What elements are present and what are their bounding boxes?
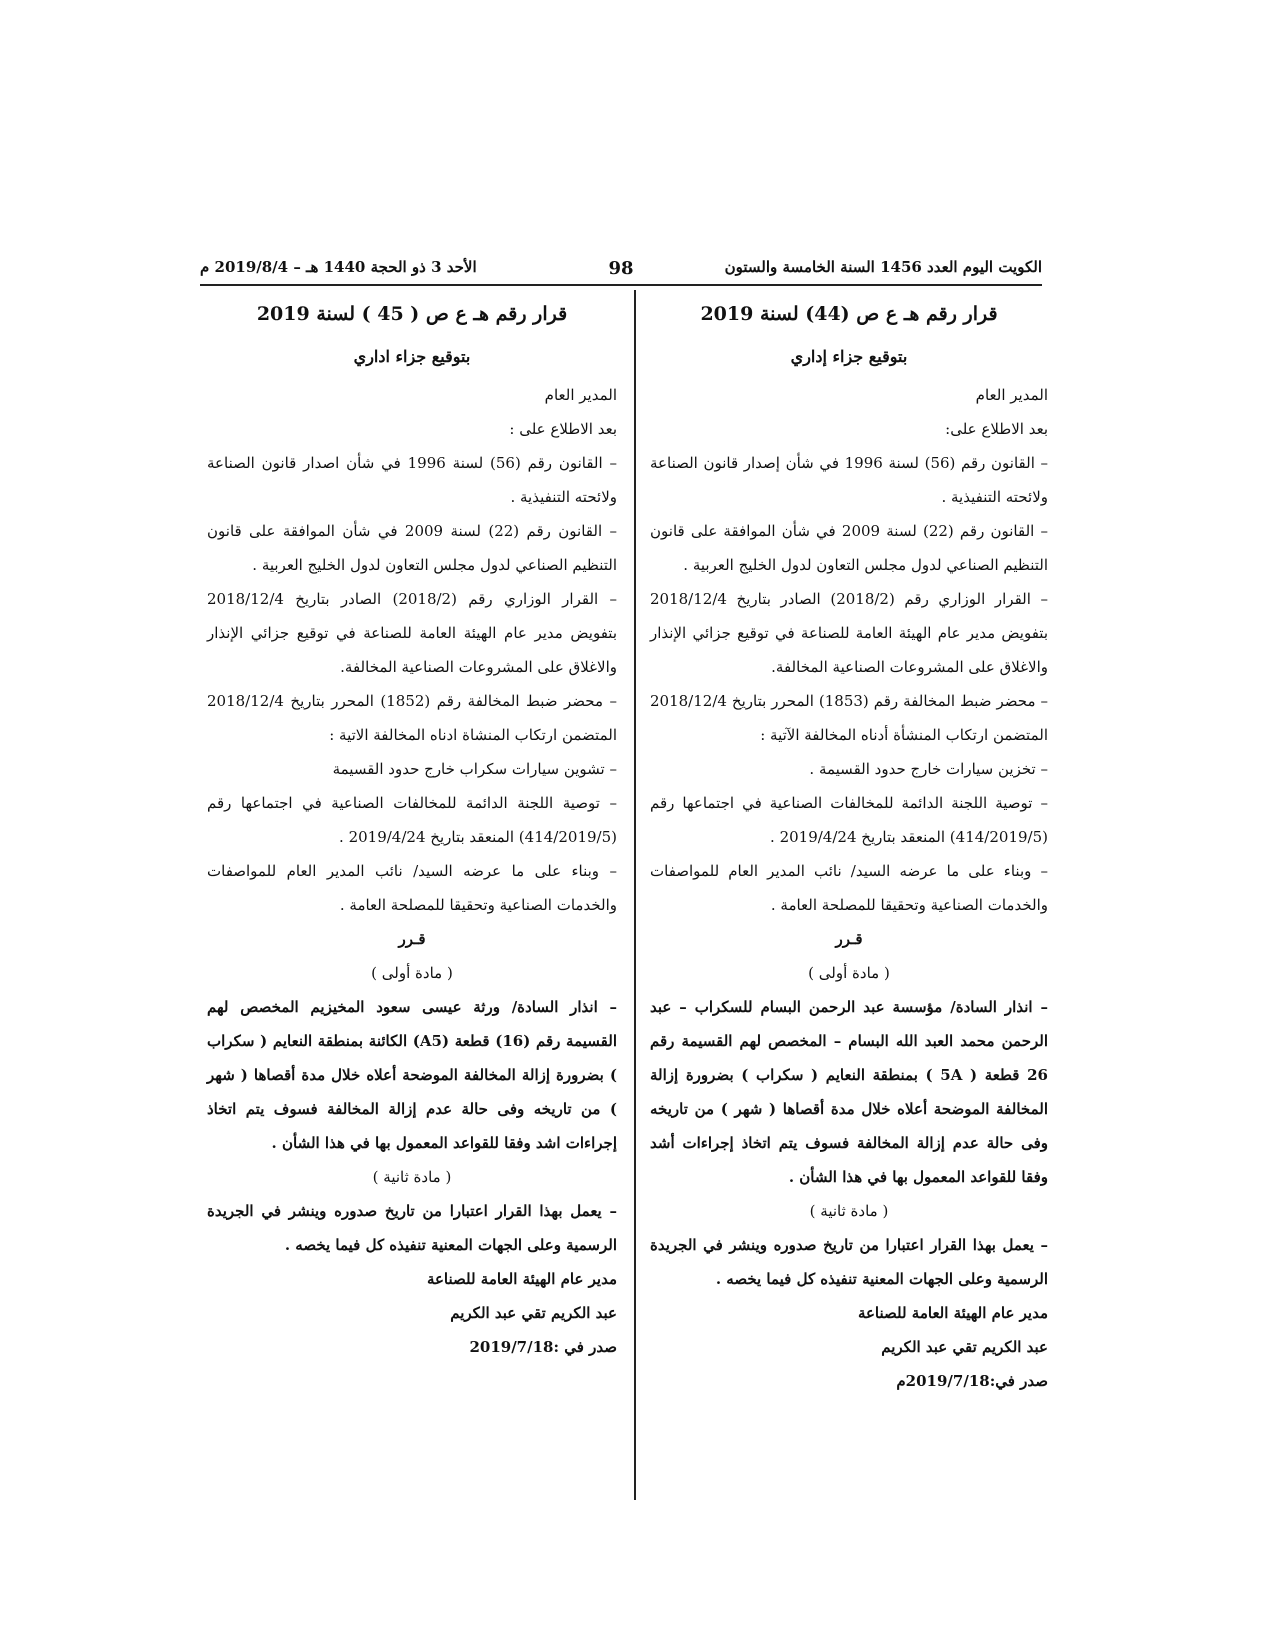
article-2-heading: ( مادة ثانية ) [372,1168,452,1186]
signer-title: مدير عام الهيئة العامة للصناعة [426,1270,617,1288]
decision-title: قرار رقم هـ ع ص (44) لسنة 2019 [700,303,998,325]
law-1996-clause: – القانون رقم (56) لسنة 1996 في شأن اصدار قانون الصناعة ولائحته التنفيذية . [207,454,617,506]
committee-clause: – توصية اللجنة الدائمة للمخالفات الصناعية في اجتماعها رقم (414/2019/5) المنعقد بتاريخ 2019/4/24 . [207,794,617,846]
decided-heading: قـرر [398,930,426,948]
director-label: المدير العام [544,386,617,404]
committee-clause: – توصية اللجنة الدائمة للمخالفات الصناعية في اجتماعها رقم (414/2019/5) المنعقد بتاريخ 2019/4/24 . [650,794,1048,846]
signer-name: عبد الكريم تقي عبد الكريم [881,1338,1048,1356]
article-1-text: – انذار السادة/ مؤسسة عبد الرحمن البسام للسكراب – عبد الرحمن محمد العبد الله البسام – المخصص لهم القسيمة رقم 26 قطعة ( 5A ) بمنطقة النعايم ( سكراب ) بضرورة إزالة المخالفة الموضحة أعلاه خلال مدة أقصاها ( شهر ) من تاريخه وفى حالة عدم إزالة المخالفة فسوف يتم اتخاذ إجراءات أشد وفقا للقواعد المعمول بها في هذا الشأن . [650,998,1048,1186]
law-2009-clause: – القانون رقم (22) لسنة 2009 في شأن الموافقة على قانون التنظيم الصناعي لدول مجلس التعاون لدول الخليج العربية . [207,522,617,574]
violation-clause: – تشوين سيارات سكراب خارج حدود القسيمة [332,760,617,778]
article-2-text: – يعمل بهذا القرار اعتبارا من تاريخ صدوره وينشر في الجريدة الرسمية وعلى الجهات المعنية تنفيذه كل فيما يخصه . [650,1236,1048,1288]
decision-44-column [650,296,1048,1398]
issue-info: الكويت اليوم العدد 1456 السنة الخامسة والستون [724,258,1042,276]
after-review-label: بعد الاطلاع على : [509,420,617,438]
article-2-text: – يعمل بهذا القرار اعتبارا من تاريخ صدوره وينشر في الجريدة الرسمية وعلى الجهات المعنية تنفيذه كل فيما يخصه . [207,1202,617,1254]
based-on-clause: – وبناء على ما عرضه السيد/ نائب المدير العام للمواصفات والخدمات الصناعية وتحقيقا للمصلحة العامة . [650,862,1048,914]
page-header [200,254,1042,286]
decided-heading: قـرر [835,930,863,948]
article-1-heading: ( مادة أولى ) [808,964,890,982]
violation-clause: – تخزين سيارات خارج حدود القسيمة . [809,760,1048,778]
law-2009-clause: – القانون رقم (22) لسنة 2009 في شأن الموافقة على قانون التنظيم الصناعي لدول مجلس التعاون لدول الخليج العربية . [650,522,1048,574]
violation-report-clause: – محضر ضبط المخالفة رقم (1853) المحرر بتاريخ 2018/12/4 المتضمن ارتكاب المنشأة أدناه المخالفة الآتية : [650,692,1048,744]
page-number: 98 [608,258,634,279]
decision-45-column [207,296,617,1364]
issue-date-line: صدر في:2019/7/18م [896,1372,1048,1390]
decision-subtitle: بتوقيع جزاء اداري [353,347,471,366]
signer-title: مدير عام الهيئة العامة للصناعة [857,1304,1048,1322]
ministerial-decision-clause: – القرار الوزاري رقم (2018/2) الصادر بتاريخ 2018/12/4 بتفويض مدير عام الهيئة العامة للصناعة في توقيع جزائي الإنذار والاغلاق على المشروعات الصناعية المخالفة. [207,590,617,676]
column-divider [634,290,636,1500]
violation-report-clause: – محضر ضبط المخالفة رقم (1852) المحرر بتاريخ 2018/12/4 المتضمن ارتكاب المنشاة ادناه المخالفة الاتية : [207,692,617,744]
based-on-clause: – وبناء على ما عرضه السيد/ نائب المدير العام للمواصفات والخدمات الصناعية وتحقيقا للمصلحة العامة . [207,862,617,914]
director-label: المدير العام [975,386,1048,404]
decision-title: قرار رقم هـ ع ص ( 45 ) لسنة 2019 [256,303,568,325]
after-review-label: بعد الاطلاع على: [945,420,1048,438]
ministerial-decision-clause: – القرار الوزاري رقم (2018/2) الصادر بتاريخ 2018/12/4 بتفويض مدير عام الهيئة العامة للصناعة في توقيع جزائي الإنذار والاغلاق على المشروعات الصناعية المخالفة. [650,590,1048,676]
decision-subtitle: بتوقيع جزاء إداري [790,347,908,366]
issue-date-line: صدر في :2019/7/18 [469,1338,617,1356]
signer-name: عبد الكريم تقي عبد الكريم [450,1304,617,1322]
article-1-heading: ( مادة أولى ) [371,964,453,982]
law-1996-clause: – القانون رقم (56) لسنة 1996 في شأن إصدار قانون الصناعة ولائحته التنفيذية . [650,454,1048,506]
article-2-heading: ( مادة ثانية ) [809,1202,889,1220]
article-1-text: – انذار السادة/ ورثة عيسى سعود المخيزيم المخصص لهم القسيمة رقم (16) قطعة (A5) الكائنة بمنطقة النعايم ( سكراب ) بضرورة إزالة المخالفة الموضحة أعلاه خلال مدة أقصاها ( شهر ) من تاريخه وفى حالة عدم إزالة المخالفة فسوف يتم اتخاذ إجراءات اشد وفقا للقواعد المعمول بها في هذا الشأن . [207,998,617,1152]
issue-date: الأحد 3 ذو الحجة 1440 هـ – 2019/8/4 م [200,258,477,276]
